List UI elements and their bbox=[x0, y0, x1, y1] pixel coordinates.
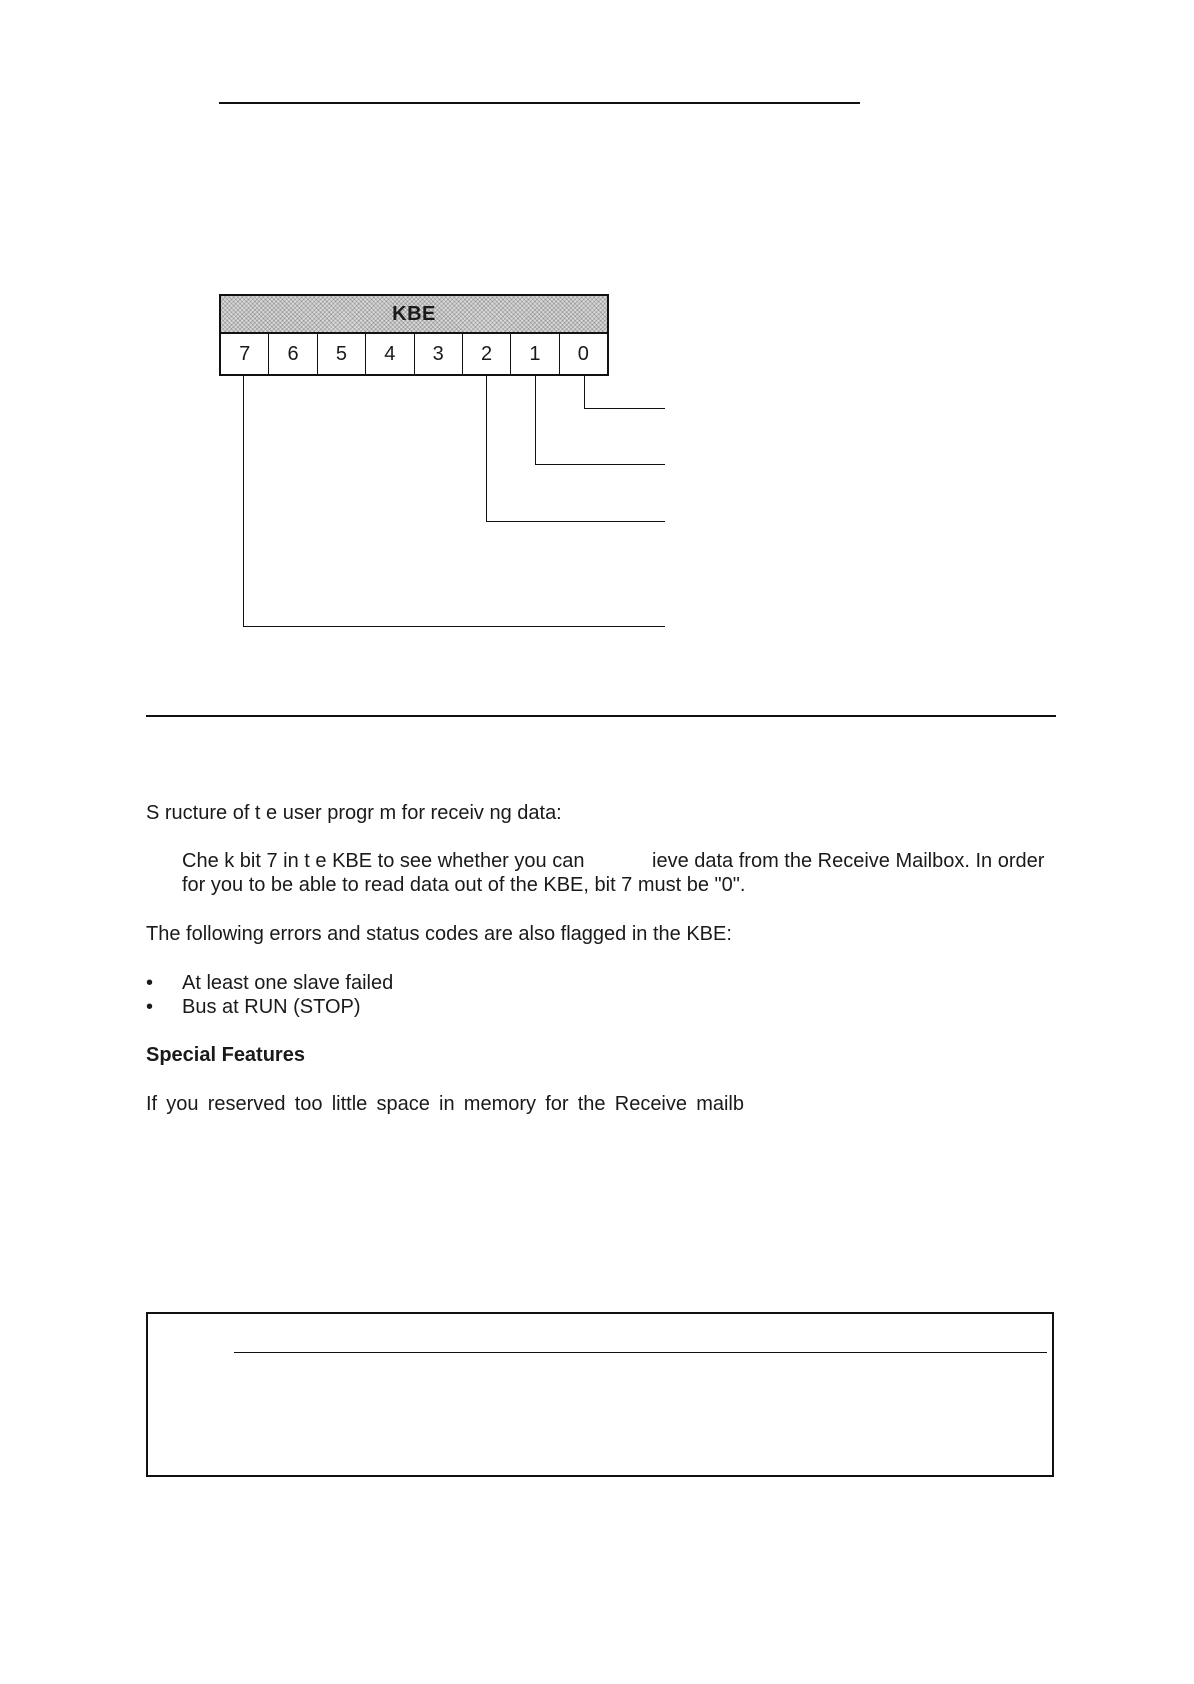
bullet-marker: • bbox=[146, 972, 154, 994]
bit7-connector-vertical bbox=[243, 376, 244, 626]
bit1-connector-horizontal bbox=[535, 464, 665, 465]
kbe-bit-4: 4 bbox=[366, 334, 414, 374]
kbe-bit-2: 2 bbox=[463, 334, 511, 374]
check-bit-line2: for you to be able to read data out of the KBE, bit 7 must be "0". bbox=[182, 874, 746, 896]
bit2-connector-vertical bbox=[486, 376, 487, 521]
kbe-bit-row bbox=[219, 333, 609, 376]
note-box-inner-rule bbox=[234, 1352, 1047, 1353]
bit7-connector-horizontal bbox=[243, 626, 665, 627]
section-separator-rule bbox=[146, 715, 1056, 717]
kbe-bit-6: 6 bbox=[269, 334, 317, 374]
kbe-register-title bbox=[219, 294, 609, 334]
bit0-connector-vertical bbox=[584, 376, 585, 408]
errors-intro-text: The following errors and status codes are also flagged in the KBE: bbox=[146, 923, 732, 945]
list-item: At least one slave failed bbox=[182, 972, 394, 994]
bullet-marker: • bbox=[146, 996, 154, 1018]
kbe-bit-1: 1 bbox=[511, 334, 559, 374]
kbe-bit-7: 7 bbox=[221, 334, 269, 374]
bit0-connector-horizontal bbox=[584, 408, 665, 409]
check-bit-line1-right: ieve data from the Receive Mailbox. In order bbox=[652, 850, 1045, 872]
kbe-title-label: KBE bbox=[392, 302, 436, 325]
note-box bbox=[146, 1312, 1054, 1477]
check-bit-line1-left: Che k bit 7 in t e KBE to see whether you can bbox=[182, 850, 585, 872]
kbe-bit-5: 5 bbox=[318, 334, 366, 374]
special-features-heading: Special Features bbox=[146, 1044, 305, 1066]
structure-intro-text: S ructure of t e user progr m for receiv ng data: bbox=[146, 802, 562, 824]
bit1-connector-vertical bbox=[535, 376, 536, 464]
kbe-bit-3: 3 bbox=[415, 334, 463, 374]
list-item: Bus at RUN (STOP) bbox=[182, 996, 361, 1018]
top-rule bbox=[219, 102, 860, 104]
kbe-bit-0: 0 bbox=[577, 342, 589, 365]
special-features-text: If you reserved too little space in memory for the Receive mailb bbox=[146, 1093, 744, 1115]
bit2-connector-horizontal bbox=[486, 521, 665, 522]
